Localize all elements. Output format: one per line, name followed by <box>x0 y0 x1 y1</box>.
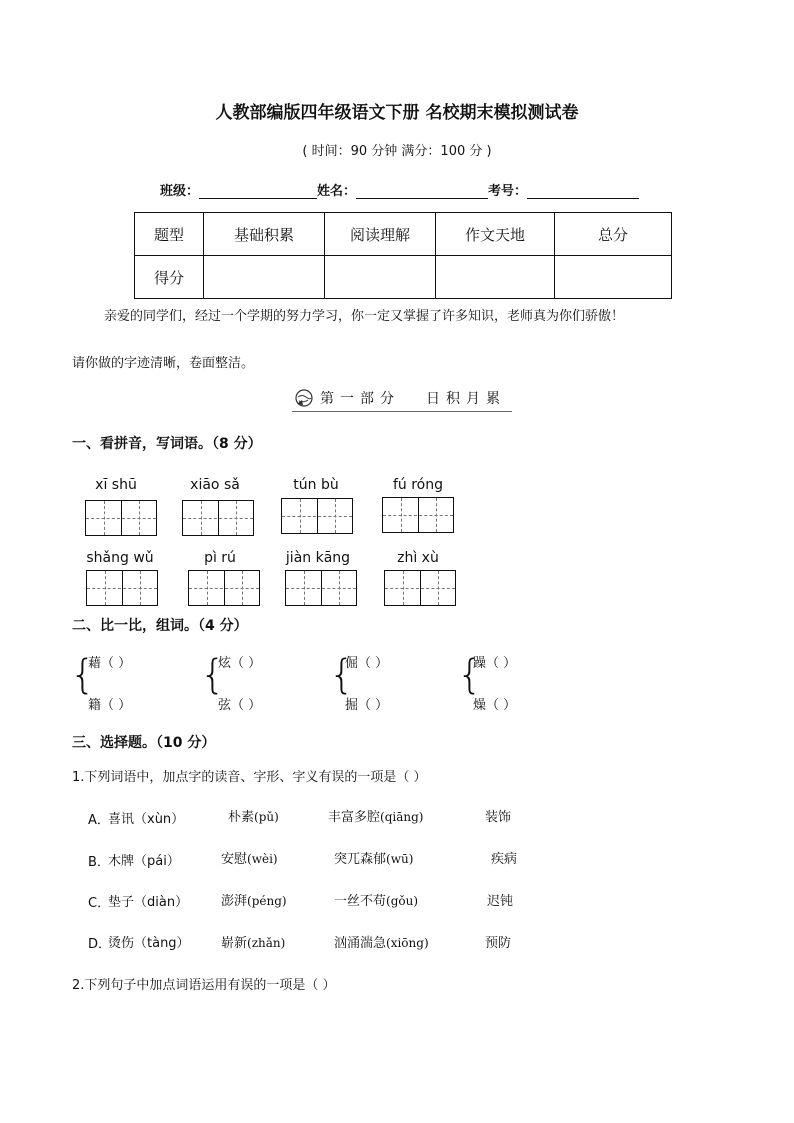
pair-top: 藉（ ） <box>88 656 132 671</box>
brace: { <box>457 652 483 698</box>
intro-line-2: 请你做的字迹清晰，卷面整洁。 <box>72 356 255 371</box>
pinyin-label: shǎng wǔ <box>86 550 154 566</box>
writing-grid[interactable] <box>285 570 357 606</box>
option-word: 垫子（diàn） <box>108 895 189 910</box>
name-field[interactable] <box>356 184 488 199</box>
option-word: 喜讯（xùn） <box>108 812 185 827</box>
header-cell: 阅读理解 <box>325 213 436 256</box>
student-info-line <box>160 180 639 199</box>
option-word: 一丝不苟(gǒu) <box>334 894 419 909</box>
pair-bottom: 籍（ ） <box>88 698 132 713</box>
writing-grid[interactable] <box>86 570 158 606</box>
class-label: 班级： <box>160 184 200 199</box>
writing-grid[interactable] <box>182 500 254 536</box>
option-word: 丰富多腔(qiāng) <box>328 810 424 825</box>
header-cell: 基础积累 <box>204 213 325 256</box>
globe-icon <box>294 388 314 408</box>
pair-top: 倔（ ） <box>345 656 389 671</box>
writing-grid[interactable] <box>384 570 456 606</box>
part-title: 日积月累 <box>426 391 506 407</box>
option-word: 预防 <box>485 936 512 951</box>
pair-bottom: 弦（ ） <box>218 698 262 713</box>
question-1: 1.下列词语中，加点字的读音、字形、字义有误的一项是（ ） <box>72 770 427 785</box>
intro-line-1: 亲爱的同学们，经过一个学期的努力学习，你一定又掌握了许多知识，老师真为你们骄傲！ <box>104 309 625 324</box>
pair-bottom: 掘（ ） <box>345 698 389 713</box>
score-cell[interactable] <box>555 256 672 299</box>
pinyin-label: tún bù <box>293 477 339 493</box>
header-cell: 作文天地 <box>436 213 555 256</box>
part-label: 第一部分 <box>320 391 400 407</box>
question-2: 2.下列句子中加点词语运用有误的一项是（ ） <box>72 978 336 993</box>
writing-grid[interactable] <box>188 570 260 606</box>
option-word: 澎湃(péng) <box>221 894 287 909</box>
section-2-heading: 二、比一比，组词。（4 分） <box>72 618 248 634</box>
option-word: 装饰 <box>485 810 512 825</box>
pinyin-label: pì rú <box>204 550 236 566</box>
header-cell: 总分 <box>555 213 672 256</box>
row-label: 得分 <box>135 256 204 299</box>
pair-top: 躁（ ） <box>473 656 517 671</box>
header-cell: 题型 <box>135 213 204 256</box>
option-word: 安慰(wèi) <box>221 852 278 867</box>
option-word: 迟钝 <box>487 894 514 909</box>
option-letter: B． <box>88 855 110 870</box>
pair-top: 炫（ ） <box>218 656 262 671</box>
writing-grid[interactable] <box>382 497 454 533</box>
option-word: 朴素(pǔ) <box>228 810 279 825</box>
score-table-row <box>135 256 672 299</box>
pinyin-label: xī shū <box>95 477 137 493</box>
option-word: 烫伤（tàng） <box>108 936 190 951</box>
option-word: 突兀森郁(wū) <box>334 852 414 867</box>
brace: { <box>329 652 355 698</box>
option-word: 汹涌湍急(xiōng) <box>334 936 429 951</box>
pinyin-label: zhì xù <box>397 550 439 566</box>
option-letter: A． <box>88 813 110 828</box>
pinyin-label: xiāo sǎ <box>190 477 240 493</box>
brace: { <box>70 652 96 698</box>
exam-number-field[interactable] <box>527 184 639 199</box>
name-label: 姓名： <box>317 184 357 199</box>
option-word: 疾病 <box>491 852 518 867</box>
part-one-header <box>292 386 512 412</box>
writing-grid[interactable] <box>85 500 157 536</box>
class-field[interactable] <box>199 184 317 199</box>
option-letter: D． <box>88 937 112 952</box>
score-cell[interactable] <box>436 256 555 299</box>
score-cell[interactable] <box>204 256 325 299</box>
score-cell[interactable] <box>325 256 436 299</box>
pair-bottom: 燥（ ） <box>473 698 517 713</box>
exam-number-label: 考号： <box>488 184 528 199</box>
section-1-heading: 一、看拼音，写词语。（8 分） <box>72 436 262 452</box>
pinyin-label: fú róng <box>392 477 444 493</box>
section-3-heading: 三、选择题。（10 分） <box>72 735 216 751</box>
option-word: 木牌（pái） <box>108 854 180 869</box>
score-table-header <box>135 213 672 256</box>
option-letter: C． <box>88 896 111 911</box>
score-table <box>134 212 672 299</box>
pinyin-label: jiàn kāng <box>285 550 351 566</box>
writing-grid[interactable] <box>281 498 353 534</box>
brace: { <box>200 652 226 698</box>
option-word: 崭新(zhǎn) <box>221 936 286 951</box>
exam-subtitle: ( 时间：90 分钟 满分：100 分 ) <box>302 144 492 159</box>
page-title: 人教部编版四年级语文下册 名校期末模拟测试卷 <box>215 103 579 123</box>
